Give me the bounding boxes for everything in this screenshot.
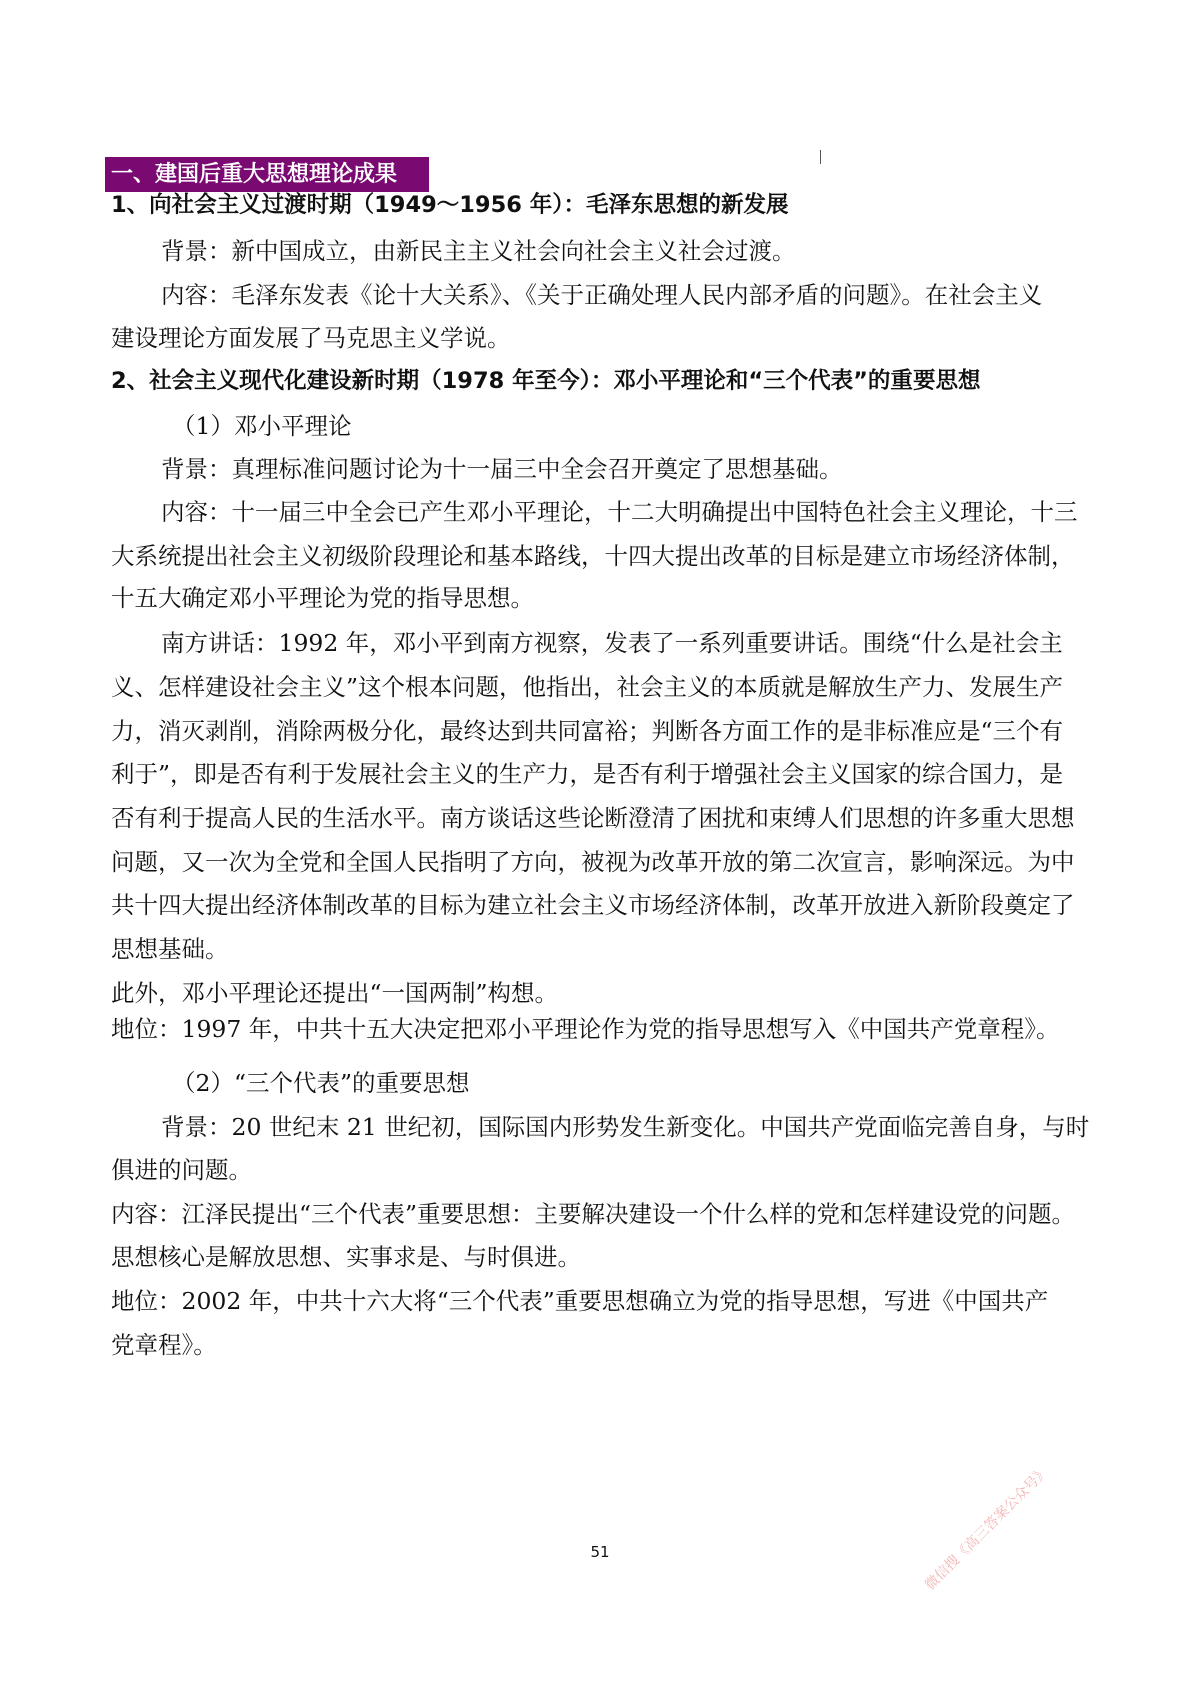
paragraph-line: 否有利于提高人民的生活水平。南方谈话这些论断澄清了困扰和束缚人们思想的许多重大思想: [111, 804, 1075, 832]
paragraph-line: 南方讲话：1992 年，邓小平到南方视察，发表了一系列重要讲话。围绕“什么是社会主: [161, 629, 1063, 657]
page-number: 51: [590, 1543, 610, 1561]
subheading-1: （1）邓小平理论: [172, 412, 352, 440]
heading-2: 2、社会主义现代化建设新时期（1978 年至今）：邓小平理论和“三个代表”的重要思想: [111, 368, 981, 394]
paragraph-line: 内容：江泽民提出“三个代表”重要思想：主要解决建设一个什么样的党和怎样建设党的问题。: [111, 1200, 1076, 1228]
section-header: 一、建国后重大思想理论成果: [105, 157, 429, 192]
paragraph-line: 义、怎样建设社会主义”这个根本问题，他指出，社会主义的本质就是解放生产力、发展生产: [111, 673, 1064, 701]
paragraph-line: 十五大确定邓小平理论为党的指导思想。: [111, 584, 534, 612]
paragraph-line: 内容：毛泽东发表《论十大关系》、《关于正确处理人民内部矛盾的问题》。在社会主义: [161, 281, 1043, 309]
watermark: 微信搜《高三答案公众号》: [922, 1463, 1053, 1594]
paragraph-line: 背景：真理标准问题讨论为十一届三中全会召开奠定了思想基础。: [161, 455, 843, 483]
paragraph-line: 背景：新中国成立，由新民主主义社会向社会主义社会过渡。: [161, 237, 796, 265]
heading-1: 1、向社会主义过渡时期（1949～1956 年）：毛泽东思想的新发展: [111, 192, 789, 218]
paragraph-line: 利于”，即是否有利于发展社会主义的生产力，是否有利于增强社会主义国家的综合国力，是: [111, 760, 1064, 788]
paragraph-line: 力，消灭剥削，消除两极分化，最终达到共同富裕；判断各方面工作的是非标准应是“三个有: [111, 717, 1064, 745]
paragraph-line: 党章程》。: [111, 1331, 217, 1359]
paragraph-line: 建设理论方面发展了马克思主义学说。: [111, 324, 511, 352]
paragraph-line: 思想基础。: [111, 935, 229, 963]
margin-marker: [820, 150, 821, 164]
paragraph-line: 背景：20 世纪末 21 世纪初，国际国内形势发生新变化。中国共产党面临完善自身，与时: [161, 1113, 1090, 1141]
paragraph-line: 地位：1997 年，中共十五大决定把邓小平理论作为党的指导思想写入《中国共产党章程》。: [111, 1015, 1060, 1043]
paragraph-line: 思想核心是解放思想、实事求是、与时俱进。: [111, 1243, 581, 1271]
paragraph-line: 共十四大提出经济体制改革的目标为建立社会主义市场经济体制，改革开放进入新阶段奠定了: [111, 891, 1075, 919]
subheading-2: （2）“三个代表”的重要思想: [172, 1069, 470, 1097]
paragraph-line: 此外，邓小平理论还提出“一国两制”构想。: [111, 979, 559, 1007]
paragraph-line: 内容：十一届三中全会已产生邓小平理论，十二大明确提出中国特色社会主义理论，十三: [161, 498, 1078, 526]
paragraph-line: 大系统提出社会主义初级阶段理论和基本路线，十四大提出改革的目标是建立市场经济体制，: [111, 542, 1075, 570]
paragraph-line: 地位：2002 年，中共十六大将“三个代表”重要思想确立为党的指导思想，写进《中国共产: [111, 1287, 1049, 1315]
paragraph-line: 俱进的问题。: [111, 1156, 252, 1184]
paragraph-line: 问题，又一次为全党和全国人民指明了方向，被视为改革开放的第二次宣言，影响深远。为中: [111, 848, 1075, 876]
